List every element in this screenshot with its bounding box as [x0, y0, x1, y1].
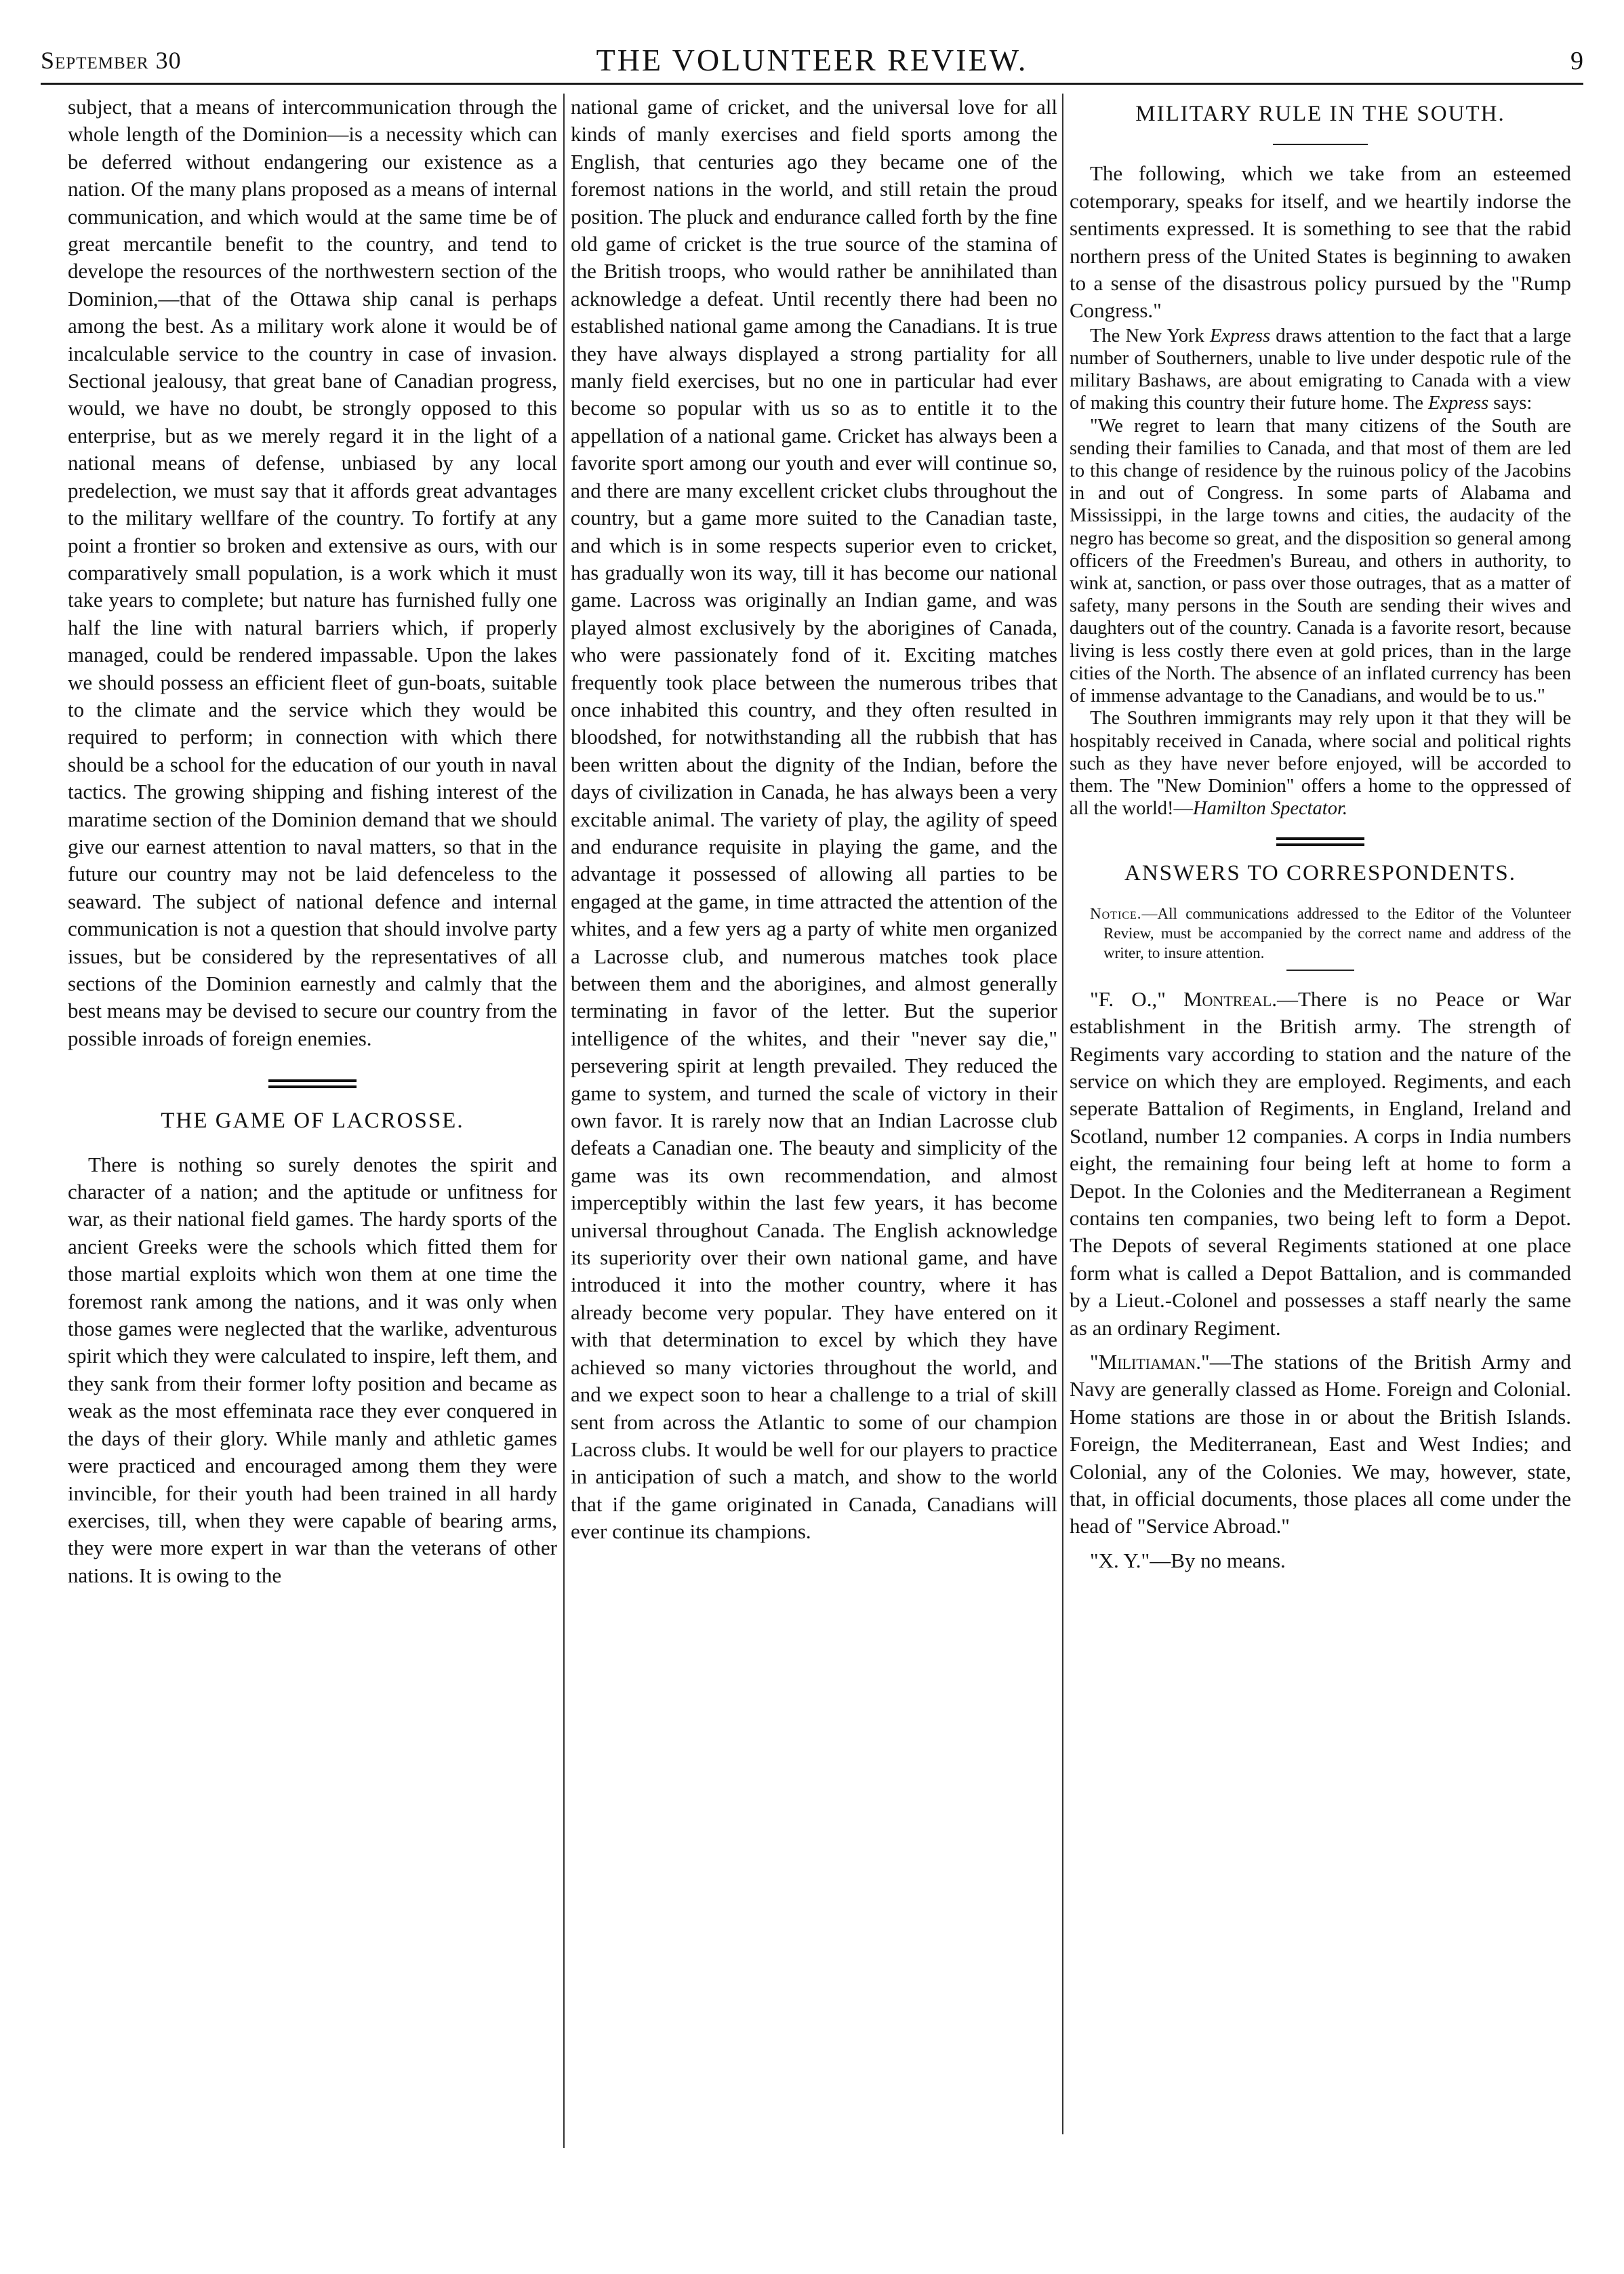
- article-paragraph: There is nothing so surely denotes the spirit and character of a nation; and the aptitude or unfitness for war, as their national field games. The hardy sports of the ancient Greeks were the schools which fitted them for those martial exploits which won them at one time the foremost rank among the nations, and it was only when those games were neglected that the warlike, adventurous spirit which they were calculated to inspire, left them, and they sank from their former lofty position and became as weak as the most effeminata race they ever conquered in the days of their glory. While manly and athletic games were practiced and encouraged among them they were invincible, for their youth had been trained in all hardy exercises, till, when they were capable of bearing arms, they were more expert in war than the veterans of other nations. It is owing to the: [68, 1152, 557, 1587]
- answer-paragraph: [1070, 1349, 1571, 1540]
- notice-paragraph: [1070, 904, 1571, 963]
- answer-body: —By no means.: [1150, 1548, 1286, 1572]
- article-paragraph: subject, that a means of intercommunication through the whole length of the Dominion—is a necessity which can be deferred without endangering our existence as a nation. Of the many plans proposed as a means of internal communication, and which would at the same time be of great mercantile benefit to the country, and tend to develope the resources of the northwestern section of the Dominion,—that of the Ottawa ship canal is perhaps among the best. As a military work alone it would be of incalculable service to the country in case of invasion. Sectional jealousy, that great bane of Canadian progress, would, we have no doubt, be strongly opposed to this enterprise, but as we merely regard it in the light of a national means of defense, unbiased by any local predelection, we must say that it affords great advantages to the military wellfare of the country. To fortify at any point a frontier so broken and extensive as ours, with our comparatively small population, is a work which it must take years to complete; but nature has furnished fully one half the line with natural barriers which, if properly managed, could be rendered impassable. Upon the lakes we should possess an efficient fleet of gun-boats, suitable to the climate and the service which they would be required to perform; in connection with which there should be a school for the education of our youth in naval tactics. The growing shipping and fishing interest of the maratime section of the Dominion demand that we should give our earnest attention to naval matters, so that in the future our country may not be laid defenceless to the seaward. The subject of national defence and internal communication is not a question that should involve party issues, but be considered by the representatives of all sections of the Dominion earnestly and calmly that the best means may be devised to secure our country from the possible inroads of foreign enemies.: [68, 95, 557, 1050]
- text-run: The Southren immigrants may rely upon it that they will be hospitably received in Canada, where social and political rights such as they have never before enjoyed, will be accorded to them. The "New Dominion" offers a home to the oppressed of all the world!—: [1070, 708, 1571, 820]
- page-number: 9: [1570, 47, 1583, 75]
- answer-paragraph: [1070, 986, 1571, 1342]
- page-header: [41, 42, 1583, 85]
- source-attribution: Hamilton Spectator.: [1193, 798, 1348, 820]
- notice-body: —All communications addressed to the Editor of the Volunteer Review, must be accompanied by the correct name and address of the writer, to insure attention.: [1103, 904, 1571, 961]
- column-1: [68, 94, 557, 2229]
- answer-body: —The stations of the British Army and Navy are generally classed as Home. Foreign and Colonial. Home stations are those in or about the British Islands. Foreign, the Mediterranean, East and West Indies; and Colonial, any of the Colonies. We may, however, state, that, in official documents, those places all come under the head of "Service Abroad.": [1070, 1350, 1571, 1538]
- column-2: [571, 94, 1057, 2229]
- heading-rule: [1273, 144, 1368, 145]
- article-paragraph: The following, which we take from an esteemed cotemporary, speaks for itself, and we heartily indorse the sentiments expressed. It is something to see that the rabid northern press of the United States is beginning to awaken to a sense of the disastrous policy pursued by the "Rump Congress.": [1070, 161, 1571, 323]
- column-3: [1070, 94, 1571, 2229]
- article-paragraph: [1070, 707, 1571, 820]
- section-divider: [1276, 837, 1364, 846]
- answer-paragraph: [1070, 1547, 1571, 1574]
- article-paragraph: national game of cricket, and the universal love for all kinds of manly exercises and field sports among the English, that centuries ago they became one of the foremost nations in the world, and still retain the proud position. The pluck and endurance called forth by the fine old game of cricket is the true source of the stamina of the British troops, who would rather be annihilated than acknowledge a defeat. Until recently there had been no established national game among the Canadians. It is true they have always displayed a strong partiality for all manly field exercises, but no one in particular had ever become so popular with us so as to entitle it to the appellation of a national game. Cricket has always been a favorite sport among our youth and ever will continue so, and there are many excellent cricket clubs throughout the country, but a game more suited to the Canadian taste, and which is in some respects superior even to cricket, has gradually won its way, till it has become our national game. Lacross was originally an Indian game, and was played almost exclusively by the aborigines of Canada, who were passionately fond of it. Exciting matches frequently took place between the numerous tribes that once inhabited this country, and they often resulted in bloodshed, for notwithstanding all the rubbish that has been written about the dignity of the Indian, before the days of civilization in Canada, he has always been a very excitable animal. The variety of play, the agility of speed and endurance requisite in playing the game, and the advantage it possessed of allowing all parties to be engaged at the game, in time attracted the attention of the whites, and a few yers ag a party of white men organized a Lacrosse club, and numerous matches took place between them and the aborigines, and almost generally terminating in favor of the letter. But the superior intelligence of the whites, and their "never say die," persevering spirit at length prevailed. They reduced the game to system, and turned the scale of victory in their own favor. It is rarely now that an Indian Lacrosse club defeats a Canadian one. The beauty and simplicity of the game was its own recommendation, and almost imperceptibly within the last few years, it has become universal throughout Canada. The English acknowledge its superiority over their own national game, and have introduced it into the mother country, where it has already become very popular. They have entered on it with that determination to excel by which they have achieved so many victories throughout the world, and and we expect soon to hear a challenge to a trial of skill sent from across the Atlantic to some of our champion Lacross clubs. It would be well for our players to practice in anticipation of such a match, and show to the world that if the game originated in Canada, Canadians will ever continue its champions.: [571, 95, 1057, 1544]
- notice-lead: Notice.: [1090, 904, 1142, 922]
- answer-lead: "X. Y.": [1090, 1548, 1150, 1572]
- newspaper-name: Express: [1209, 325, 1271, 346]
- section-divider: [268, 1079, 357, 1088]
- text-run: The New York: [1090, 325, 1210, 346]
- answer-lead: "Militiaman.": [1090, 1350, 1210, 1374]
- section-heading-military-rule: MILITARY RULE IN THE SOUTH.: [1135, 102, 1505, 126]
- column-divider-1: [563, 94, 565, 2148]
- header-date: September 30: [41, 47, 182, 74]
- answer-body: —There is no Peace or War establishment in the British army. The strength of Regiments vary according to station and the nature of the service on which they are employed. Regiments, and each seperate Battalion of Regiments, in England, Ireland and Scotland, number 12 companies. A corps in India numbers eight, the remaining four being left at home to form a Depot. In the Colonies and the Mediterranean a Regiment contains ten companies, two being left to form a Depot. The Depots of several Regiments stationed at one place form what is called a Depot Battalion, and is commanded by a Lieut.-Colonel and possesses a staff nearly the same as an ordinary Regiment.: [1070, 986, 1571, 1340]
- column-divider-2: [1062, 94, 1063, 2134]
- section-heading-lacrosse: THE GAME OF LACROSSE.: [161, 1109, 464, 1134]
- newspaper-name: Express: [1427, 393, 1489, 414]
- text-run: says:: [1488, 393, 1532, 414]
- article-paragraph: [1070, 325, 1571, 415]
- section-heading-answers: ANSWERS TO CORRESPONDENTS.: [1124, 861, 1516, 886]
- notice-rule: [1286, 970, 1354, 971]
- quoted-paragraph: "We regret to learn that many citizens of the South are sending their families to Canada, and that most of them are led to this change of residence by the ruinous policy of the Jacobins in and out of Congress. In some parts of Alabama and Mississippi, in the large towns and cities, the audacity of the negro has become so great, and the disposition so general among officers of the Freedmen's Bureau, and others in authority, to wink at, sanction, or pass over those outrages, that as a matter of safety, many persons in the South are sending their wives and daughters out of the country. Canada is a favorite resort, because living is less costly there even at gold prices, than in the large cities of the North. The absence of an inflated currency has been of immense advantage to the Canadians, and would be to us.": [1070, 415, 1571, 707]
- answer-lead: "F. O.," Montreal.: [1090, 986, 1277, 1011]
- text-run: draws attention to the fact that a large number of Southerners, unable to live under despotic rule of the military Bashaws, are about emigrating to Canada with a view of making this country their future home. The: [1070, 325, 1571, 414]
- masthead-title: THE VOLUNTEER REVIEW.: [596, 43, 1028, 77]
